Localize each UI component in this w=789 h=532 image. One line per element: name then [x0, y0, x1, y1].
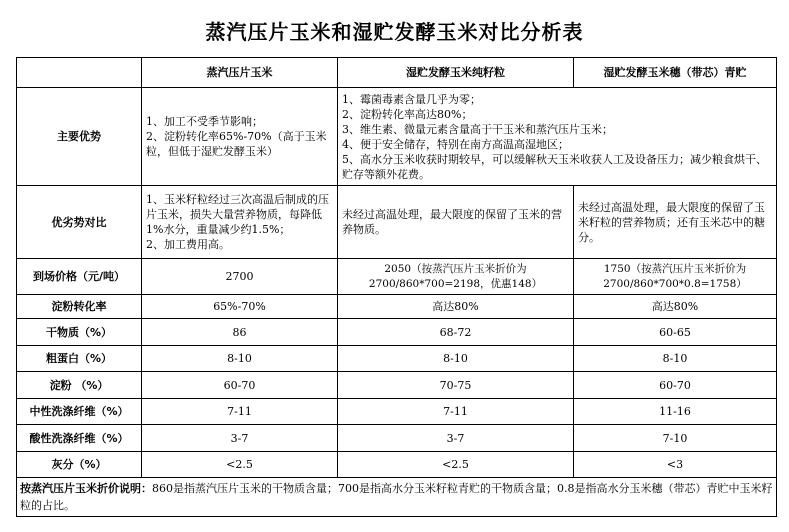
table-row: [17, 425, 777, 452]
row-value: 8-10: [142, 346, 338, 372]
advantages-col1-line: 1、加工不受季节影响；: [146, 115, 263, 128]
note-row: [17, 478, 777, 517]
row-label: 淀粉转化率: [17, 295, 142, 319]
comparison-row: [17, 186, 777, 259]
table-row: [17, 319, 777, 346]
row-value: 3-7: [142, 425, 338, 452]
table-row: [17, 452, 777, 478]
comparison-label: 优劣势对比: [17, 186, 142, 259]
price-row: [17, 259, 777, 295]
row-value: 60-70: [142, 372, 338, 399]
row-value: 7-11: [142, 399, 338, 425]
advantages-wet-line: 4、便于安全储存，特别在南方高温高湿地区；: [342, 137, 569, 151]
page-title: 蒸汽压片玉米和湿贮发酵玉米对比分析表: [205, 20, 584, 44]
row-value: 8-10: [338, 346, 574, 372]
row-value: 高达80%: [574, 295, 777, 319]
header-cell-empty: [17, 58, 142, 88]
row-value: 60-70: [574, 372, 777, 399]
comparison-table: [16, 57, 777, 517]
row-value: 65%-70%: [142, 295, 338, 319]
note-cell: [17, 478, 777, 517]
advantages-wet-line: 1、霉菌毒素含量几乎为零；: [342, 92, 481, 106]
row-value: 3-7: [338, 425, 574, 452]
row-value: <2.5: [142, 452, 338, 478]
price-label: 到场价格（元/吨）: [17, 259, 142, 295]
row-value: 7-11: [338, 399, 574, 425]
row-value: 高达80%: [338, 295, 574, 319]
advantages-wet-line: 5、高水分玉米收获时期较早，可以缓解秋天玉米收获人工及设备压力；减少粮食烘干、贮存等额外花费。: [342, 152, 767, 181]
header-steam-flaked-corn: 蒸汽压片玉米: [142, 58, 338, 88]
comparison-col1-line: 1、玉米籽粒经过三次高温后制成的压片玉米，损失大量营养物质，每降低1%水分，重量减少约1.5%；: [146, 193, 329, 236]
row-value: 60-65: [574, 319, 777, 346]
row-label: 干物质（%）: [17, 319, 142, 346]
row-label: 粗蛋白（%）: [17, 346, 142, 372]
comparison-col1: [142, 186, 338, 259]
table-row: [17, 295, 777, 319]
table-row: [17, 399, 777, 425]
row-value: <2.5: [338, 452, 574, 478]
row-label: 灰分（%）: [17, 452, 142, 478]
advantages-label: 主要优势: [17, 88, 142, 186]
price-col3: 1750（按蒸汽压片玉米折价为2700/860*700*0.8=1758）: [574, 259, 777, 295]
row-label: 中性洗涤纤维（%）: [17, 399, 142, 425]
advantages-wet-fermented: [338, 88, 777, 186]
advantages-wet-line: 2、淀粉转化率高达80%；: [342, 107, 473, 121]
row-value: 86: [142, 319, 338, 346]
comparison-col2: 未经过高温处理，最大限度的保留了玉米的营养物质。: [338, 186, 574, 259]
header-wet-fermented-ear: 湿贮发酵玉米穗（带芯）青贮: [574, 58, 777, 88]
advantages-col1: [142, 88, 338, 186]
row-value: 68-72: [338, 319, 574, 346]
row-label: 淀粉 （%）: [17, 372, 142, 399]
row-value: 8-10: [574, 346, 777, 372]
advantages-col1-line: 2、淀粉转化率65%-70%（高于玉米粒，但低于湿贮发酵玉米）: [146, 130, 327, 158]
row-value: 70-75: [338, 372, 574, 399]
advantages-wet-line: 3、维生素、微量元素含量高于干玉米和蒸汽压片玉米；: [342, 122, 613, 136]
row-label: 酸性洗涤纤维（%）: [17, 425, 142, 452]
header-wet-fermented-kernel: 湿贮发酵玉米纯籽粒: [338, 58, 574, 88]
price-col1: 2700: [142, 259, 338, 295]
comparison-col1-line: 2、加工费用高。: [146, 238, 230, 251]
note-label: 按蒸汽压片玉米折价说明：: [20, 482, 152, 495]
advantages-row: [17, 88, 777, 186]
row-value: 7-10: [574, 425, 777, 452]
table-row: [17, 346, 777, 372]
row-value: <3: [574, 452, 777, 478]
price-col2: 2050（按蒸汽压片玉米折价为2700/860*700=2198，优惠148）: [338, 259, 574, 295]
note-text: 860是指蒸汽压片玉米的干物质含量；700是指高水分玉米籽粒青贮的干物质含量；0.8是指高水分玉米穗（带芯）青贮中玉米籽粒的占比。: [20, 482, 773, 512]
table-row: [17, 372, 777, 399]
comparison-col3: 未经过高温处理，最大限度的保留了玉米籽粒的营养物质；还有玉米芯中的糖分。: [574, 186, 777, 259]
table-header-row: [17, 58, 777, 88]
row-value: 11-16: [574, 399, 777, 425]
